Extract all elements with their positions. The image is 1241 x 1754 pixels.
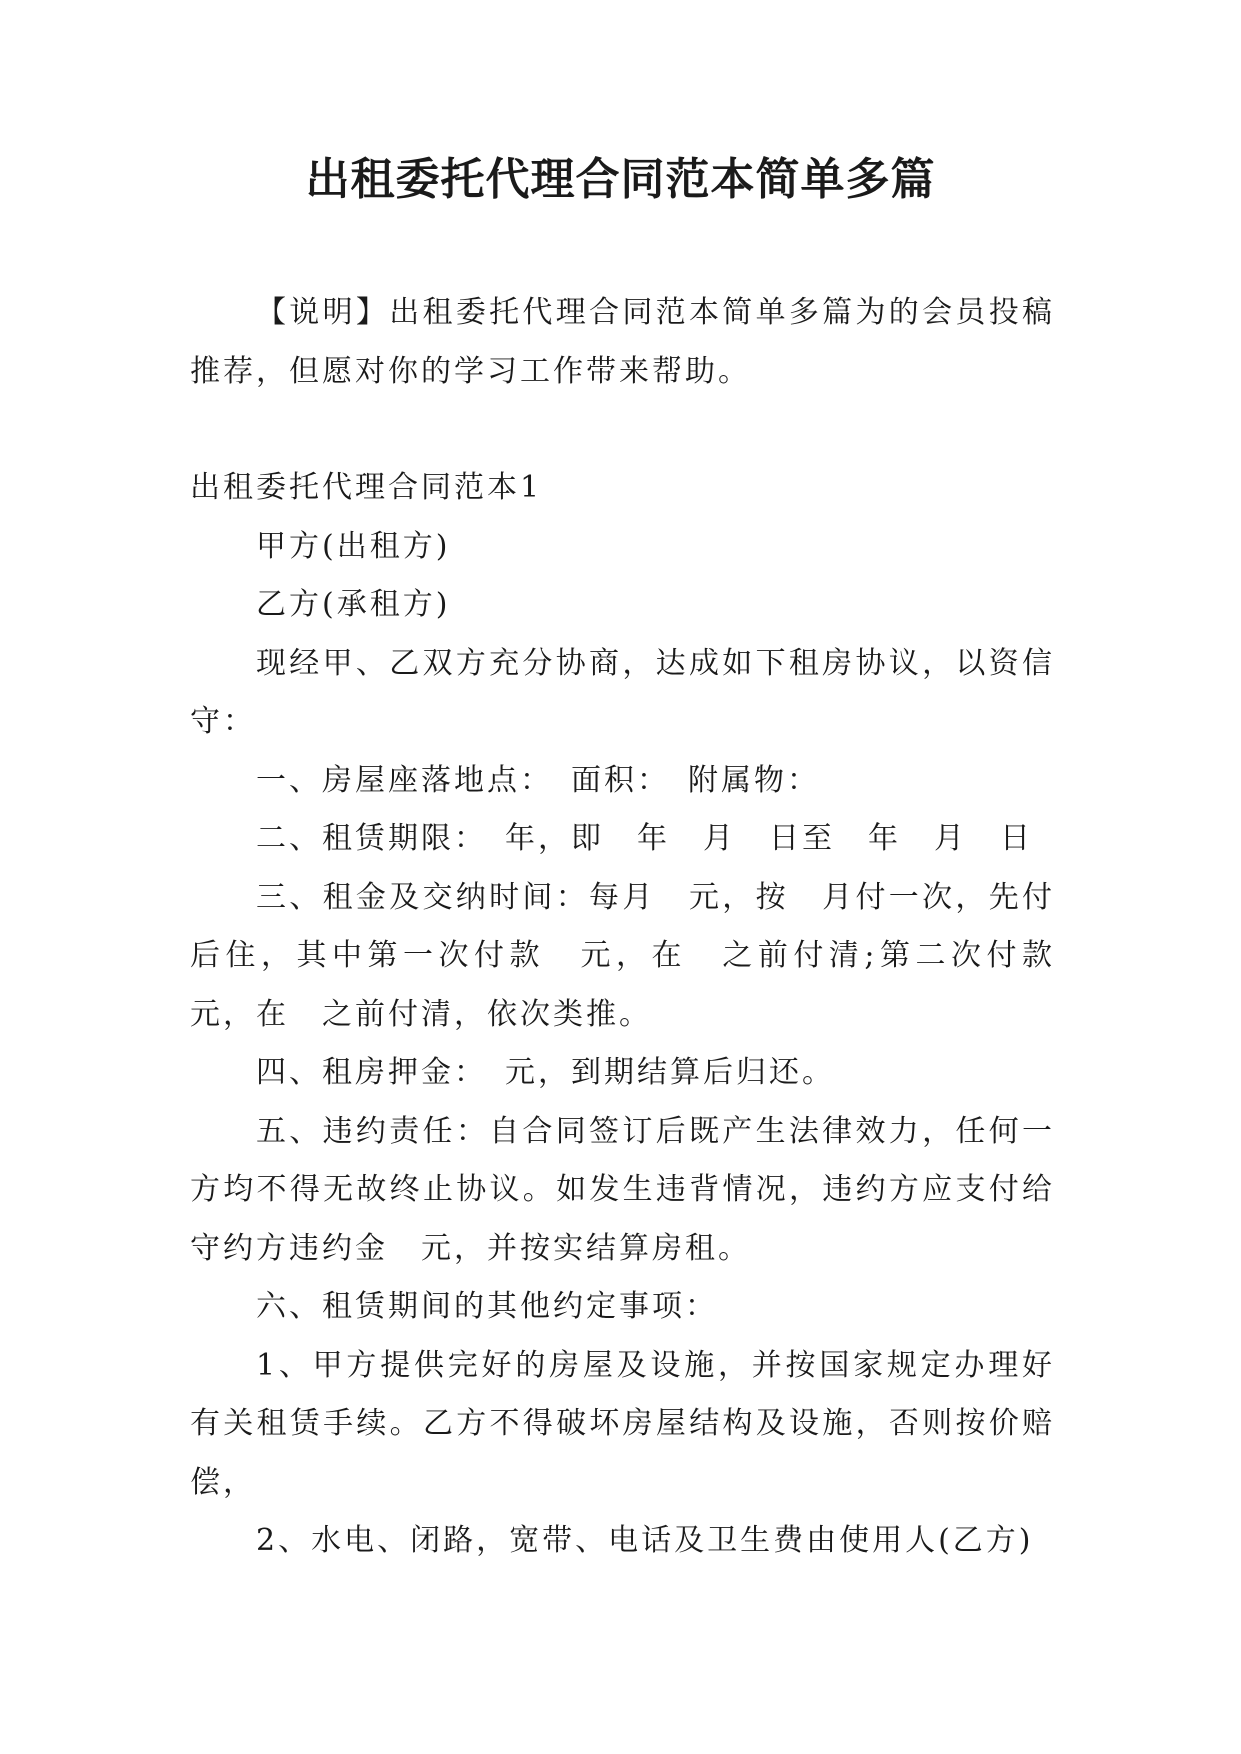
clause-5-liability: 五、违约责任：自合同签订后既产生法律效力，任何一方均不得无故终止协议。如发生违背情况，违约方应支付给守约方违约金 元，并按实结算房租。: [190, 1113, 1055, 1266]
clause-3-rent: 三、租金及交纳时间：每月 元，按 月付一次，先付后住，其中第一次付款 元，在 之前付清;第二次付款 元，在 之前付清，依次类推。: [190, 879, 1088, 1032]
party-a-line: 甲方(出租方): [256, 528, 451, 564]
clause-2-term: 二、租赁期限： 年，即 年 月 日至 年 月 日: [256, 821, 1033, 856]
clause-1-location: 一、房屋座落地点： 面积： 附属物：: [256, 762, 820, 798]
party-b-line: 乙方(承租方): [256, 587, 451, 622]
document-title: 出租委托代理合同范本简单多篇: [305, 154, 936, 205]
clause-4-deposit: 四、租房押金： 元，到期结算后归还。: [256, 1055, 835, 1090]
intro-paragraph: 【说明】出租委托代理合同范本简单多篇为的会员投稿推荐，但愿对你的学习工作带来帮助。: [190, 295, 1055, 389]
section-heading: 出租委托代理合同范本1: [190, 470, 543, 505]
sub-clause-2: 2、水电、闭路，宽带、电话及卫生费由使用人(乙方): [256, 1523, 1034, 1558]
clause-6-other: 六、租赁期间的其他约定事项：: [256, 1289, 718, 1324]
agreement-preamble: 现经甲、乙双方充分协商，达成如下租房协议，以资信守：: [190, 645, 1055, 739]
spacer: [190, 401, 1055, 459]
document-body: [190, 284, 1088, 1571]
sub-clause-1: 1、甲方提供完好的房屋及设施，并按国家规定办理好有关租赁手续。乙方不得破坏房屋结构及设施，否则按价赔偿，: [190, 1347, 1055, 1500]
